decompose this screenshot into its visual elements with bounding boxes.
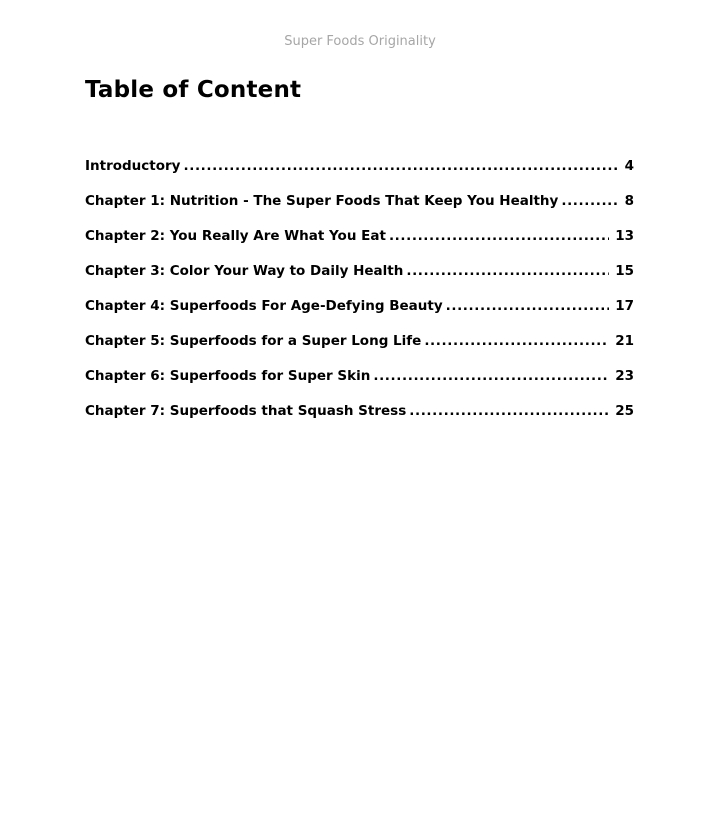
toc-entry — [85, 394, 634, 429]
toc-entry — [85, 359, 634, 394]
toc-page-number: 8 — [624, 193, 634, 209]
toc-entry-title: Chapter 6: Superfoods for Super Skin — [85, 368, 371, 384]
toc-page-number: 15 — [615, 263, 634, 279]
toc-entry — [85, 149, 634, 184]
dot-leader — [561, 184, 618, 219]
toc-entry-title: Chapter 7: Superfoods that Squash Stress — [85, 403, 407, 419]
toc-page-number: 4 — [624, 158, 634, 174]
table-of-contents — [85, 149, 634, 429]
dot-leader — [183, 149, 618, 184]
toc-entry — [85, 289, 634, 324]
dot-leader — [373, 359, 609, 394]
toc-page-number: 25 — [615, 403, 634, 419]
toc-entry — [85, 254, 634, 289]
toc-page-number: 23 — [615, 368, 634, 384]
toc-entry-title: Chapter 4: Superfoods For Age-Defying Beauty — [85, 298, 443, 314]
toc-entry-title: Chapter 2: You Really Are What You Eat — [85, 228, 386, 244]
toc-page-number: 17 — [615, 298, 634, 314]
toc-entry-title: Chapter 1: Nutrition - The Super Foods That Keep You Healthy — [85, 193, 559, 209]
dot-leader — [389, 219, 609, 254]
toc-page-number: 21 — [615, 333, 634, 349]
dot-leader — [406, 254, 609, 289]
dot-leader — [446, 289, 610, 324]
dot-leader — [409, 394, 609, 429]
dot-leader — [424, 324, 609, 359]
toc-entry — [85, 219, 634, 254]
toc-entry-title: Chapter 5: Superfoods for a Super Long Life — [85, 333, 422, 349]
page-title: Table of Content — [85, 77, 302, 103]
toc-page-number: 13 — [615, 228, 634, 244]
toc-entry-title: Introductory — [85, 158, 181, 174]
running-header: Super Foods Originality — [284, 34, 436, 49]
toc-entry — [85, 184, 634, 219]
toc-entry-title: Chapter 3: Color Your Way to Daily Health — [85, 263, 404, 279]
toc-entry — [85, 324, 634, 359]
